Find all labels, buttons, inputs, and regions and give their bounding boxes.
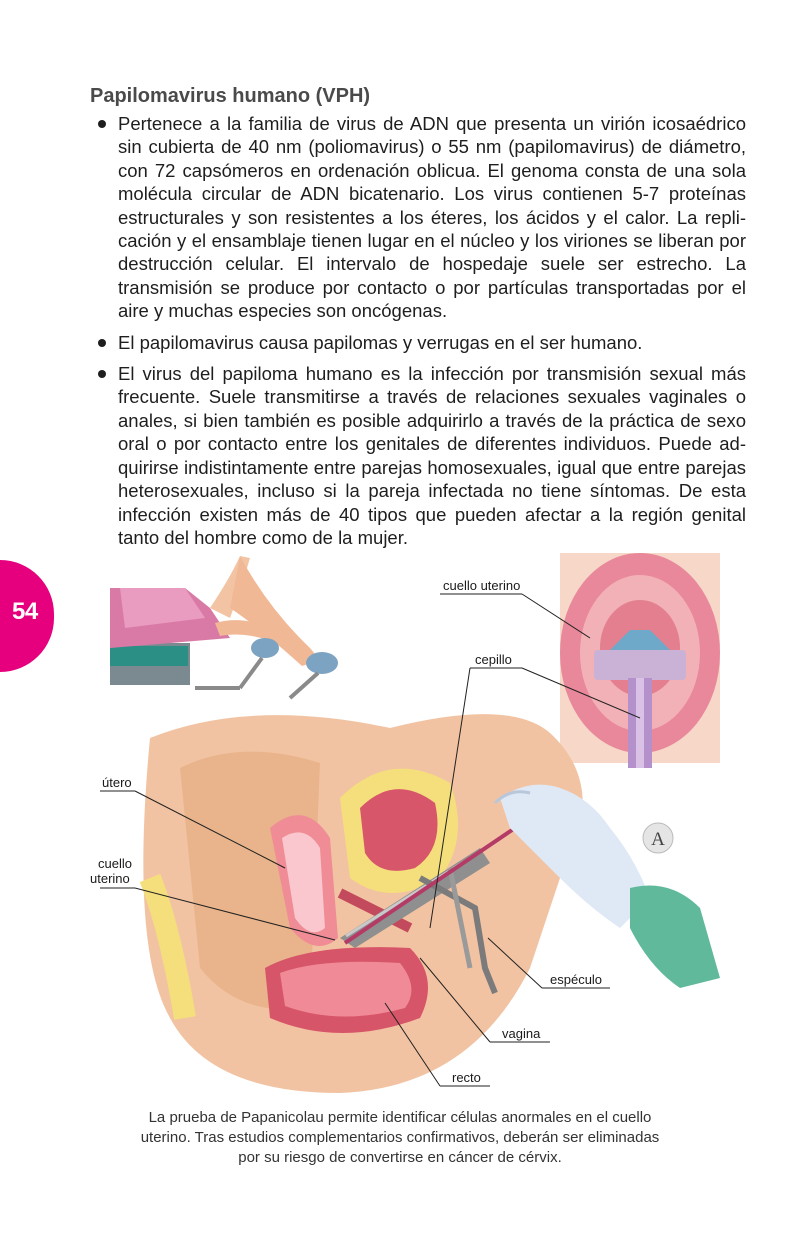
bullet-dot <box>98 120 106 128</box>
label-vagina: vagina <box>502 1026 541 1041</box>
figure-marker-label: A <box>651 829 665 850</box>
label-cuello-line2: uterino <box>90 871 130 886</box>
bullet-text: Pertenece a la familia de virus de ADN que presenta un virión icosaédrico sin cubierta de 40 nm (poliomavirus) o 55 nm (papilomavirus) de diámetro, con 72 capsómeros en ordenación oblicua. El genoma consta de una sola molécula circular de ADN bicatenario. Los virus contienen 5-7 proteínas estructurales y son resistentes a los éteres, los ácidos y el calor. La replicación y el ensamblaje tienen lugar en el núcleo y los viriones se liberan por destrucción celular. El intervalo de hospedaje suele ser estrecho. La transmisión se produce por contacto o por partículas transportadas por el aire y muchas especies son oncógenas. <box>118 113 746 322</box>
page-number: 54 <box>12 598 38 625</box>
label-cuello-uterino-top: cuello uterino <box>443 578 521 593</box>
bullet-dot <box>98 339 106 347</box>
cervix-detail-illustration <box>560 553 720 768</box>
figure-caption: La prueba de Papanicolau permite identificar células anormales en el cuello uterino. Tras estudios complementarios confirmativos, deberán ser eliminadas por su riesgo de convertirse en cáncer de cérvix. <box>140 1109 660 1166</box>
papanicolau-illustration <box>90 548 740 1100</box>
bullet-item <box>96 112 746 323</box>
bullet-text: El virus del papiloma humano es la infección por transmisión sexual más frecuente. Suele transmitirse a través de relaciones sexuales vaginales o anales, si bien también es posible adquirirlo a través de la práctica de sexo oral o por contacto entre los genitales de diferentes individuos. Puede adquirirse indistintamente entre parejas homosexuales, igual que entre parejas heterosexuales, incluso si la pareja infectada no tiene síntomas. De esta infección existen más de 40 tipos que pueden afectar a la región genital tanto del hombre como de la mujer. <box>118 363 746 548</box>
label-especulo: espéculo <box>550 972 603 987</box>
label-utero: útero <box>102 775 132 790</box>
bullet-dot <box>98 370 106 378</box>
bullet-text: El papilomavirus causa papilomas y verrugas en el ser humano. <box>118 331 643 353</box>
bullet-item <box>96 362 746 549</box>
bullet-list <box>96 112 746 557</box>
section-title: Papilomavirus humano (VPH) <box>90 85 371 107</box>
bullet-item <box>96 331 746 354</box>
label-cuello-line1: cuello <box>98 856 132 871</box>
patient-stirrups-illustration <box>110 556 338 698</box>
label-recto: recto <box>452 1070 481 1085</box>
label-cepillo: cepillo <box>475 652 512 667</box>
